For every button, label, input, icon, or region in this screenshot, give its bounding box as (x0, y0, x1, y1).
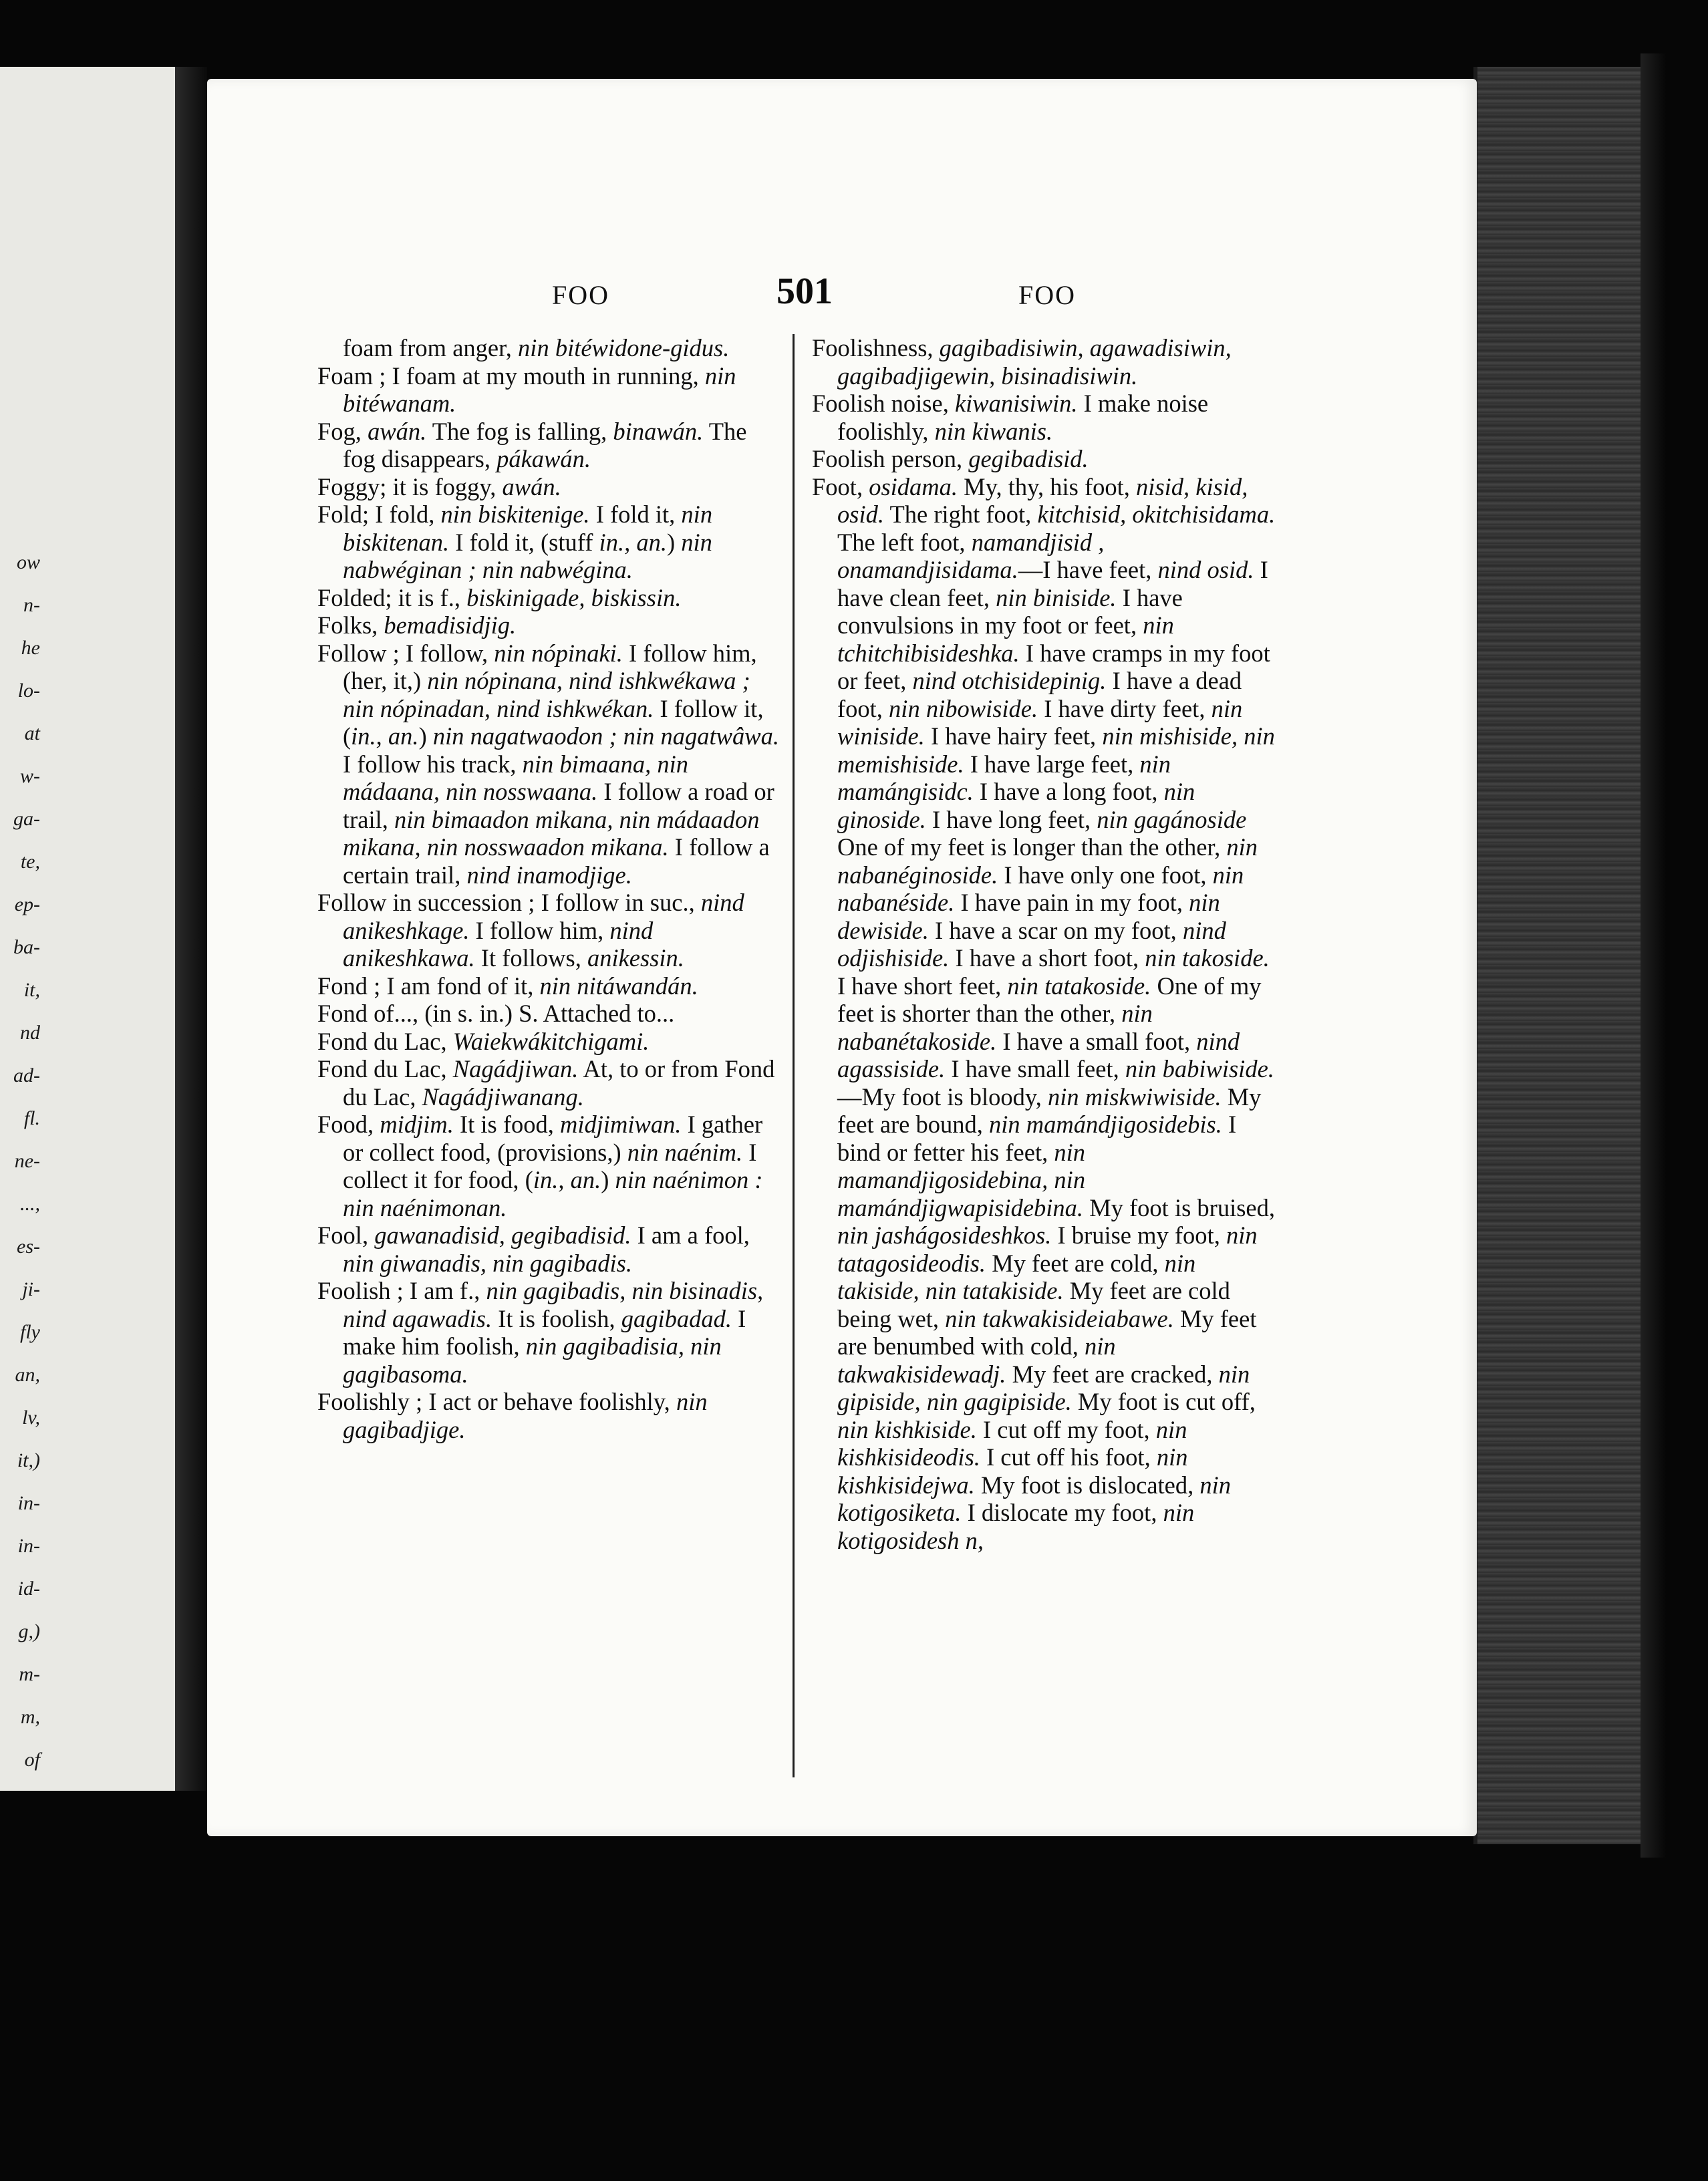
ojibwe-term: nin naénimon : nin naénimonan. (343, 1166, 763, 1221)
adjacent-page-fragment-text: it,) (17, 1449, 40, 1471)
english-gloss: I have small feet, (945, 1055, 1125, 1082)
adjacent-page-fragment-text: it, (23, 979, 40, 1001)
adjacent-page-fragment-text: ba- (13, 936, 40, 958)
ojibwe-term: nin gagánoside (1097, 805, 1247, 833)
ojibwe-term: nin biniside. (996, 583, 1117, 611)
adjacent-page-fragment-text: ad- (13, 1064, 40, 1086)
adjacent-page-fragment-text: lo- (17, 680, 40, 702)
adjacent-page-fragment-text: he (21, 637, 40, 659)
english-gloss: I make noise foolishly, (837, 390, 1209, 445)
dictionary-entry (317, 1388, 785, 1443)
english-gloss: I have a small foot, (996, 1027, 1197, 1055)
dictionary-entry (317, 1000, 785, 1028)
ojibwe-term: nin mamángisidc. (837, 750, 1171, 805)
ojibwe-term: nin gagibadis, nin bisinadis, nind agawadis. (343, 1277, 764, 1332)
ojibwe-term: nind odjishiside. (837, 916, 1226, 972)
ojibwe-term: nin kotigosidesh n, (837, 1499, 1195, 1554)
ojibwe-term: nin nabanétakoside. (837, 1000, 1153, 1055)
ojibwe-term: nin takoside. (1145, 944, 1270, 972)
english-gloss: I have large feet, (964, 750, 1140, 778)
ojibwe-term: nisid, kisid, osid. (837, 472, 1248, 528)
english-gloss: My feet are cold, (986, 1249, 1165, 1277)
english-gloss: I am a fool, (631, 1221, 750, 1249)
english-gloss: I have long feet, (926, 805, 1097, 833)
ojibwe-term: osidama. (869, 472, 958, 500)
adjacent-page-fragment-text: in- (17, 1492, 40, 1514)
english-gloss: I bind or fetter his feet, (837, 1111, 1237, 1166)
ojibwe-term: nin biskitenan. (343, 500, 713, 556)
english-gloss: I have pain in my foot, (954, 889, 1189, 916)
english-gloss: I collect it for food, ( (343, 1138, 757, 1193)
english-gloss: At, to or from Fond du Lac, (343, 1055, 775, 1111)
ojibwe-term: nin naénim. (627, 1138, 743, 1166)
dictionary-entry (317, 584, 785, 612)
adjacent-page-fragment (0, 67, 175, 1791)
english-gloss: I follow a certain trail, (343, 833, 770, 889)
adjacent-page-fragment-text: g,) (18, 1620, 40, 1642)
ojibwe-term: nin nitáwandán. (539, 972, 698, 1000)
running-head-right: FOO (1018, 280, 1077, 310)
english-gloss: It is food, (453, 1111, 561, 1138)
ojibwe-term: awán. (502, 472, 561, 500)
english-gloss: I have a dead foot, (837, 667, 1242, 722)
ojibwe-term: nin mishiside, nin memishiside. (837, 722, 1275, 778)
english-gloss: Foolishness, (812, 334, 940, 361)
ojibwe-term: nin jashágosideshkos. (837, 1221, 1052, 1249)
dictionary-entry (317, 1221, 785, 1277)
ojibwe-term: nin kishkiside. (837, 1415, 977, 1443)
ojibwe-term: nin winiside. (837, 694, 1243, 750)
ojibwe-term: nin nabanéside. (837, 861, 1244, 916)
book-spine (1473, 67, 1645, 1844)
ojibwe-term: nin nópinana, nind ishkwékawa ; nin nópinadan, nind ishkwékan. (343, 667, 750, 722)
english-gloss: The left foot, (837, 528, 972, 556)
english-gloss: foam from anger, (343, 334, 519, 361)
adjacent-page-fragment-text: at (24, 722, 40, 744)
adjacent-page-fragment-text: an, (15, 1364, 40, 1386)
english-gloss: Foolish person, (812, 445, 969, 472)
ojibwe-term: nin ginoside. (837, 778, 1195, 833)
adjacent-page-fragment-text: lv, (22, 1407, 40, 1429)
ojibwe-term: nin kishkisidejwa. (837, 1443, 1188, 1499)
ojibwe-term: midjimiwan. (560, 1111, 682, 1138)
english-gloss: The fog is falling, (426, 417, 613, 445)
english-gloss: I follow him, (469, 916, 610, 944)
english-gloss: My feet are cracked, (1006, 1360, 1219, 1388)
english-gloss: I have convulsions in my foot or feet, (837, 583, 1183, 639)
adjacent-page-fragment-text: ep- (14, 893, 40, 915)
english-gloss: Fog, (317, 417, 368, 445)
english-gloss: I have short feet, (837, 972, 1008, 1000)
ojibwe-term: nin mamándjigosidebis. (989, 1111, 1222, 1138)
english-gloss: Fool, (317, 1221, 375, 1249)
english-gloss: I fold it, (589, 500, 682, 528)
english-gloss: I have hairy feet, (924, 722, 1103, 750)
dictionary-entry (317, 473, 785, 501)
ojibwe-term: nin babiwiside. (1125, 1055, 1274, 1082)
english-gloss: Foot, (812, 472, 869, 500)
english-gloss: My foot is cut off, (1071, 1388, 1256, 1415)
adjacent-page-fragment-text: es- (17, 1235, 40, 1258)
english-gloss: I have dirty feet, (1038, 694, 1212, 722)
adjacent-page-fragment-text: id- (17, 1578, 40, 1600)
english-gloss: The right foot, (883, 500, 1038, 528)
english-gloss: My feet are bound, (837, 1082, 1262, 1138)
ojibwe-term: biskinigade, biskissin. (466, 583, 682, 611)
page-number: 501 (776, 271, 833, 312)
english-gloss: I make him foolish, (343, 1304, 746, 1360)
adjacent-page-fragment-text: w- (20, 765, 40, 787)
adjacent-page-fragment-text: ne- (14, 1150, 40, 1172)
english-gloss: My feet are cold being wet, (837, 1277, 1230, 1332)
ojibwe-term: nin miskwiwiside. (1048, 1082, 1222, 1111)
english-gloss: My foot is bruised, (1083, 1193, 1275, 1221)
english-gloss: Foolishly ; I act or behave foolishly, (317, 1388, 676, 1415)
adjacent-page-fragment-text: n- (23, 594, 40, 616)
english-gloss: My, thy, his foot, (958, 472, 1137, 500)
english-gloss: I have cramps in my foot or feet, (837, 639, 1270, 694)
english-gloss: It is foolish, (492, 1304, 621, 1332)
ojibwe-term: in., an. (351, 722, 419, 750)
dictionary-entry (317, 1111, 785, 1221)
english-gloss: —My foot is bloody, (837, 1082, 1048, 1111)
ojibwe-term: nin kiwanis. (934, 417, 1053, 445)
dictionary-entry (317, 418, 785, 473)
dictionary-entry (317, 889, 785, 972)
english-gloss: I have a long foot, (973, 778, 1164, 805)
english-gloss: I follow his track, (343, 750, 523, 778)
ojibwe-term: nin bimaadon mikana, nin mádaadon mikana, nin nosswaadon mikana. (343, 805, 760, 861)
english-gloss: Fond ; I am fond of it, (317, 972, 540, 1000)
english-gloss: One of my feet is shorter than the other, (837, 972, 1262, 1027)
dictionary-entry (812, 334, 1280, 390)
left-column (317, 334, 785, 1443)
adjacent-page-fragment-text: ..., (20, 1193, 40, 1215)
ojibwe-term: nind osid. (1157, 556, 1254, 583)
ojibwe-term: nin tchitchibisideshka. (837, 611, 1174, 667)
english-gloss: ) (666, 528, 682, 556)
ojibwe-term: nin nabanéginoside. (837, 833, 1258, 889)
ojibwe-term: nind inamodjige. (466, 861, 632, 889)
english-gloss: Folks, (317, 611, 384, 639)
ojibwe-term: binawán. (613, 417, 704, 445)
adjacent-page-fragment-text: ji- (22, 1278, 40, 1300)
ojibwe-term: nin bitéwidone-gidus. (518, 334, 730, 361)
ojibwe-term: in., an. (533, 1166, 601, 1193)
ojibwe-term: gegibadisid. (968, 445, 1089, 472)
adjacent-page-fragment-text: te, (20, 851, 40, 873)
ojibwe-term: nind agassiside. (837, 1027, 1240, 1082)
english-gloss: Follow ; I follow, (317, 639, 494, 667)
running-head-left: FOO (552, 280, 610, 310)
english-gloss: Fond du Lac, (317, 1027, 453, 1055)
dictionary-entry (317, 611, 785, 639)
ojibwe-term: nin takwakisideiabawe. (945, 1304, 1174, 1332)
ojibwe-term: midjim. (380, 1111, 454, 1138)
ojibwe-term: Nagádjiwanang. (422, 1082, 584, 1111)
adjacent-page-fragment-text: ga- (13, 808, 40, 830)
ojibwe-term: kiwanisiwin. (954, 390, 1078, 417)
english-gloss: ) (418, 722, 433, 750)
english-gloss: One of my feet is longer than the other, (837, 833, 1227, 861)
adjacent-page-fragment-text: fly (20, 1321, 40, 1343)
adjacent-page-fragment-text: in- (17, 1535, 40, 1557)
english-gloss: I follow it, ( (343, 694, 764, 750)
english-gloss: I have clean feet, (837, 556, 1268, 611)
ojibwe-term: nind otchisidepinig. (912, 667, 1107, 694)
ojibwe-term: nin biskitenige. (440, 500, 590, 528)
english-gloss: My foot is dislocated, (974, 1471, 1200, 1499)
english-gloss: Foam ; I foam at my mouth in running, (317, 361, 705, 390)
english-gloss: Fond du Lac, (317, 1055, 453, 1082)
english-gloss: I have a short foot, (949, 944, 1145, 972)
ojibwe-term: gagibadisiwin, agawadisiwin, gagibadjigewin, bisinadisiwin. (837, 334, 1232, 390)
ojibwe-term: nin tatagosideodis. (837, 1221, 1258, 1277)
english-gloss: It follows, (474, 944, 587, 972)
english-gloss: I have a scar on my foot, (928, 916, 1183, 944)
ojibwe-term: nin bitéwanam. (343, 361, 736, 417)
ojibwe-term: nin takiside, nin tatakiside. (837, 1249, 1196, 1304)
english-gloss: I have only one foot, (998, 861, 1213, 889)
ojibwe-term: Waiekwákitchigami. (452, 1027, 650, 1055)
ojibwe-term: nin gagibadjige. (343, 1388, 708, 1443)
dictionary-entry (317, 972, 785, 1000)
english-gloss: Follow in succession ; I follow in suc., (317, 889, 701, 916)
english-gloss: I fold it, (stuff (449, 528, 599, 556)
english-gloss: My feet are benumbed with cold, (837, 1304, 1257, 1360)
english-gloss: I bruise my foot, (1051, 1221, 1226, 1249)
ojibwe-term: gagibadad. (621, 1304, 732, 1332)
english-gloss: Foggy; it is foggy, (317, 472, 503, 500)
english-gloss: Folded; it is f., (317, 583, 467, 611)
english-gloss: Fold; I fold, (317, 500, 441, 528)
column-rule (793, 334, 795, 1777)
ojibwe-term: in., an. (599, 528, 667, 556)
english-gloss: —I have feet, (1018, 556, 1158, 583)
dictionary-entry (317, 1277, 785, 1388)
ojibwe-term: nin takwakisidewadj. (837, 1332, 1116, 1388)
english-gloss: The fog disappears, (343, 417, 747, 472)
english-gloss: I dislocate my foot, (961, 1499, 1163, 1526)
english-gloss: I follow a road or trail, (343, 778, 774, 833)
dictionary-entry (812, 473, 1280, 1555)
dictionary-entry (317, 500, 785, 584)
dictionary-entry (812, 445, 1280, 473)
dictionary-entry (317, 334, 785, 362)
ojibwe-term: nin kishkisideodis. (837, 1415, 1187, 1471)
ojibwe-term: nind anikeshkawa. (343, 916, 654, 972)
ojibwe-term: nin tatakoside. (1007, 972, 1151, 1000)
ojibwe-term: kitchisid, okitchisidama. (1037, 500, 1276, 528)
english-gloss: I cut off my foot, (976, 1415, 1156, 1443)
adjacent-page-fragment-text: nd (20, 1022, 40, 1044)
english-gloss: I follow him, (her, it,) (343, 639, 757, 694)
dictionary-entry (317, 1028, 785, 1056)
ojibwe-term: nin kotigosiketa. (837, 1471, 1232, 1526)
ojibwe-term: bemadisidjig. (384, 611, 517, 639)
adjacent-page-fragment-text: fl. (23, 1107, 40, 1129)
adjacent-page-fragment-text: of (24, 1749, 40, 1771)
dictionary-entry (317, 639, 785, 889)
english-gloss: I gather or collect food, (provisions,) (343, 1111, 763, 1166)
ojibwe-term: nin nibowiside. (889, 694, 1038, 722)
ojibwe-term: awán. (368, 417, 427, 445)
adjacent-page-fragment-text: ow (16, 551, 40, 573)
ojibwe-term: nin nabwéginan ; nin nabwégina. (343, 528, 712, 583)
ojibwe-term: gawanadisid, gegibadisid. (374, 1221, 631, 1249)
right-column (812, 334, 1280, 1554)
ojibwe-term: nin nópinaki. (494, 639, 623, 667)
ojibwe-term: nin gipiside, nin gagipiside. (837, 1360, 1250, 1415)
ojibwe-term: Nagádjiwan. (452, 1055, 579, 1082)
gutter-shadow (175, 67, 207, 1791)
dictionary-entry (812, 390, 1280, 445)
ojibwe-term: pákawán. (496, 445, 591, 472)
ojibwe-term: anikessin. (587, 944, 684, 972)
ojibwe-term: nin nagatwaodon ; nin nagatwâwa. (432, 722, 779, 750)
english-gloss: Foolish ; I am f., (317, 1277, 486, 1304)
spine-edge (1641, 53, 1667, 1858)
ojibwe-term: namandjisid , onamandjisidama. (837, 528, 1105, 583)
english-gloss: ) (601, 1166, 615, 1193)
english-gloss: Food, (317, 1111, 380, 1138)
english-gloss: Fond of..., (in s. in.) S. Attached to... (317, 1000, 675, 1027)
dictionary-entry (317, 1055, 785, 1111)
adjacent-page-fragment-text: m, (20, 1706, 40, 1728)
ojibwe-term: nin mamandjigosidebina, nin mamándjigwapisidebina. (837, 1138, 1086, 1221)
ojibwe-term: nin gagibadisia, nin gagibasoma. (343, 1332, 722, 1388)
ojibwe-term: nin dewiside. (837, 889, 1220, 944)
english-gloss: I cut off his foot, (980, 1443, 1157, 1471)
ojibwe-term: nind anikeshkage. (343, 889, 744, 944)
dictionary-entry (317, 362, 785, 418)
english-gloss: Foolish noise, (812, 390, 955, 417)
ojibwe-term: nin bimaana, nin mádaana, nin nosswaana. (343, 750, 689, 805)
ojibwe-term: nin giwanadis, nin gagibadis. (343, 1249, 632, 1277)
adjacent-page-fragment-text: m- (19, 1663, 40, 1685)
